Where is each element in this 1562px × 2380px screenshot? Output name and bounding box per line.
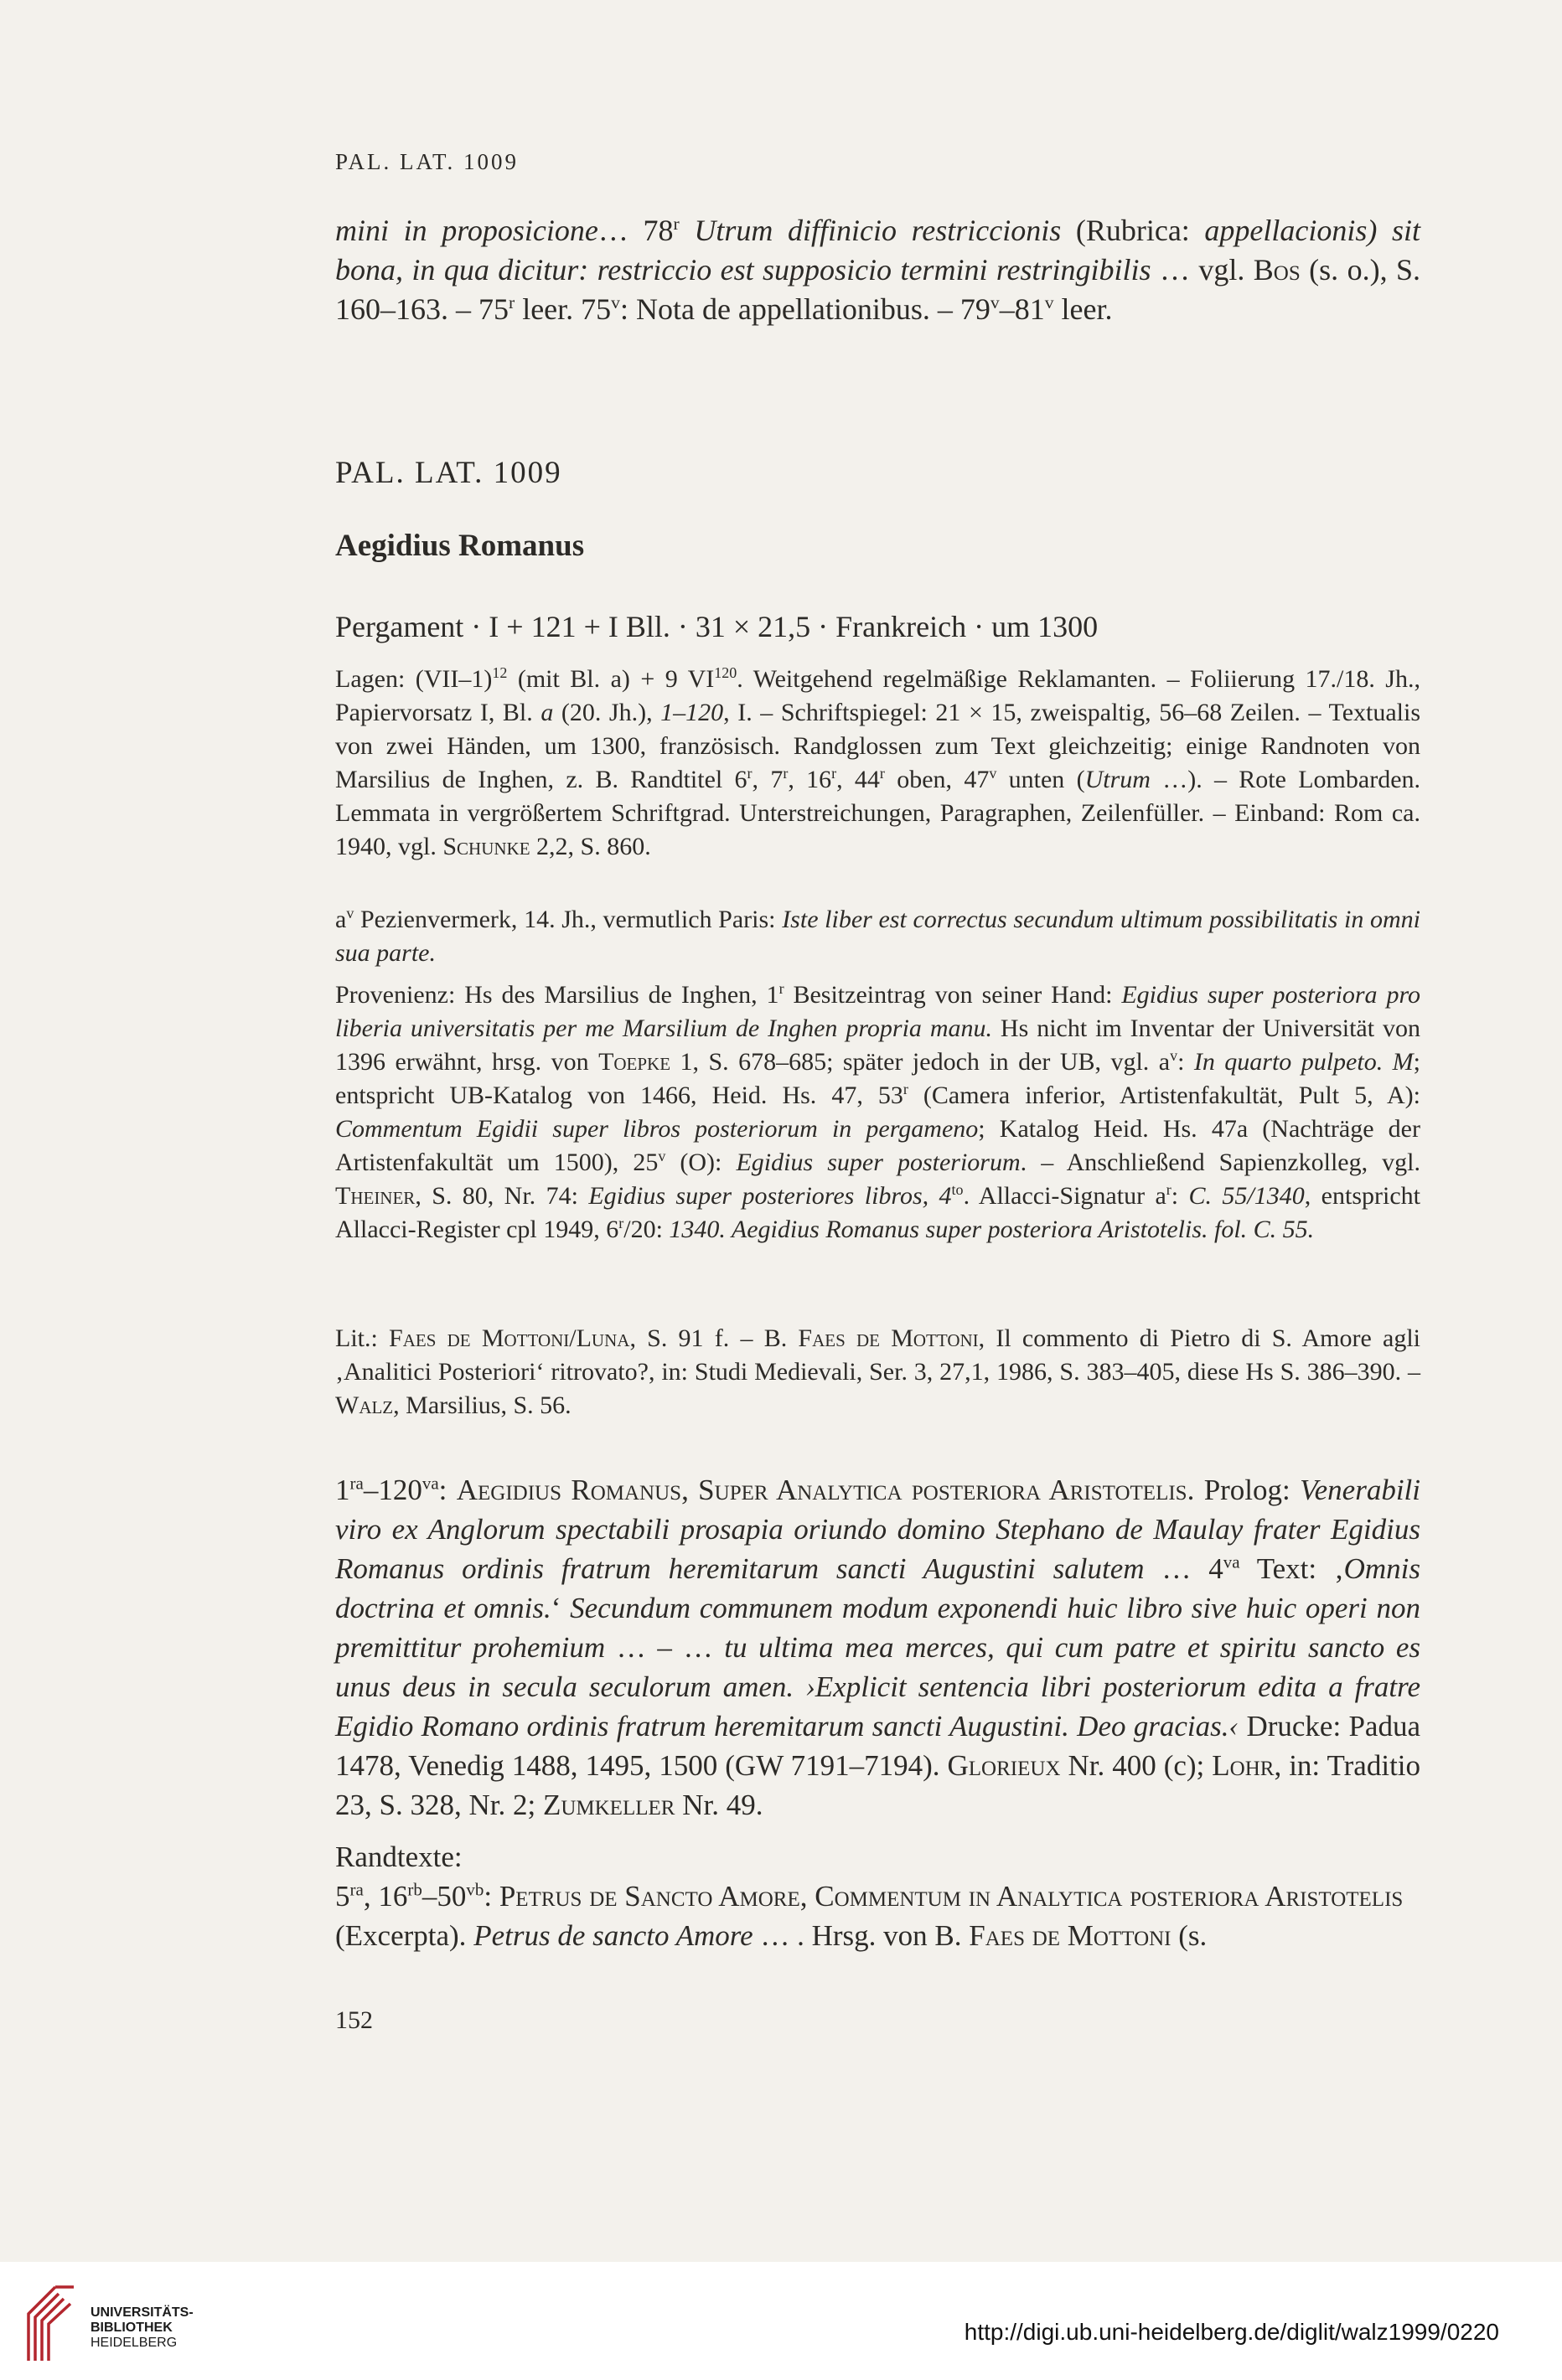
source-url[interactable]: http://digi.ub.uni-heidelberg.de/diglit/walz1999/0220	[964, 2319, 1499, 2345]
paragraph-continuation: mini in proposicione… 78$^r$ Utrum diffinicio restriccionis (Rubrica: appellacionis) sit bona, in qua dicitur: restriccio est supposicio termini restringibilis … vgl. Bos (s. o.), S. 160–163. – 75$^r$ leer. 75$^v$: Nota de appellationibus. – 79$^v$–81$^v$ leer.	[335, 214, 1421, 326]
author-heading: Aegidius Romanus	[335, 529, 585, 563]
pecia-paragraph: $a^v$ Pezienvermerk, 14. Jh., vermutlich Paris: Iste liber est correctus secundum ultimum possibilitatis in omni sua parte.	[335, 905, 1420, 967]
codicology-paragraph: Lagen: $(VII-1)^{12}$ (mit Bl. a) + 9 VI$^{120}$. Weitgehend regelmäßige Reklamanten. – Foliierung 17./18. Jh., Papiervorsatz I, Bl. a (20. Jh.), 1–120, I. – Schriftspiegel: 21 × 15, zweispaltig, 56–68 Zeilen. – Textualis von zwei Händen, um 1300, französisch. Randglossen zum Text gleichzeitig; einige Randnoten von Marsilius de Inghen, z. B. Randtitel 6$^r$, 7$^r$, 16$^r$, 44$^r$ oben, 47$^v$ unten (Utrum …). – Rote Lombarden. Lemmata in vergrößertem Schriftgrad. Unterstreichungen, Paragraphen, Zeilenfüller. – Einband: Rom ca. 1940, vgl. Schunke 2,2, S. 860.	[335, 664, 1421, 860]
library-name: UNIVERSITÄTS- BIBLIOTHEK HEIDELBERG	[91, 2305, 194, 2350]
literature-paragraph: Lit.: Faes de Mottoni/Luna, S. 91 f. – B. Faes de Mottoni, Il commento di Pietro di S. Amore agli ‚Analitici Posteriori‘ ritrovato?, in: Studi Medievali, Ser. 3, 27,1, 1986, S. 383–405, diese Hs S. 386–390. – Walz, Marsilius, S. 56.	[335, 1324, 1420, 1419]
shelfmark-heading: PAL. LAT. 1009	[335, 456, 562, 490]
running-head: PAL. LAT. 1009	[335, 149, 520, 174]
physical-description: Pergament · I + 121 + I Bll. · 31 × 21,5 · Frankreich · um 1300	[335, 610, 1099, 643]
marginal-texts-paragraph: Randtexte: $5^{ra}$, $16^{rb}-50^{vb}$: Petrus de Sancto Amore, Commentum in Analytica posteriora Aristotelis (Excerpta). Petrus de sancto Amore … . Hrsg. von B. Faes de Mottoni (s.	[335, 1837, 1420, 1955]
provenance-paragraph: Provenienz: Hs des Marsilius de Inghen, 1$^r$ Besitzeintrag von seiner Hand: Egidius super posteriora pro liberia universitatis per me Marsilium de Inghen propria manu. Hs nicht im Inventar der Universität von 1396 erwähnt, hrsg. von Toepke 1, S. 678–685; später jedoch in der UB, vgl. $a^v$: In quarto pulpeto. M; entspricht UB-Katalog von 1466, Heid. Hs. 47, 53$^r$ (Camera inferior, Artistenfakultät, Pult 5, A): Commentum Egidii super libros posteriorum in pergameno; Katalog Heid. Hs. 47a (Nachträge der Artistenfakultät um 1500), 25$^v$ (O): Egidius super posteriorum. – Anschließend Sapienzkolleg, vgl. Theiner, S. 80, Nr. 74: Egidius super posteriores libros, $4^{to}$. Allacci-Signatur $a^r$: C. 55/1340, entspricht Allacci-Register cpl 1949, 6$^r$/20: 1340. Aegidius Romanus super posteriora Aristotelis. fol. C. 55.	[335, 980, 1421, 1243]
library-logo-icon	[22, 2280, 80, 2364]
marginal-texts-heading: Randtexte:	[335, 1840, 463, 1873]
page-number: 152	[335, 2006, 373, 2034]
content-paragraph: $1^{ra}-120^{va}$: Aegidius Romanus, Super Analytica posteriora Aristotelis. Prolog: Venerabili viro ex Anglorum spectabili prosapia oriundo domino Stephano de Maulay frater Egidius Romanus ordinis fratrum heremitarum sancti Augustini salutem … $4^{va}$ Text: ‚Omnis doctrina et omnis.‘ Secundum communem modum exponendi huic libro sive huic operi non premittitur prohemium … – … tu ultima mea merces, qui cum patre et spiritu sancto es unus deus in secula seculorum amen. ›Explicit sentencia libri posteriorum edita a fratre Egidio Romano ordinis fratrum heremitarum sancti Augustini. Deo gracias.‹ Drucke: Padua 1478, Venedig 1488, 1495, 1500 (GW 7191–7194). Glorieux Nr. 400 (c); Lohr, in: Traditio 23, S. 328, Nr. 2; Zumkeller Nr. 49.	[335, 1473, 1421, 1821]
footer-bar	[0, 2262, 1562, 2380]
